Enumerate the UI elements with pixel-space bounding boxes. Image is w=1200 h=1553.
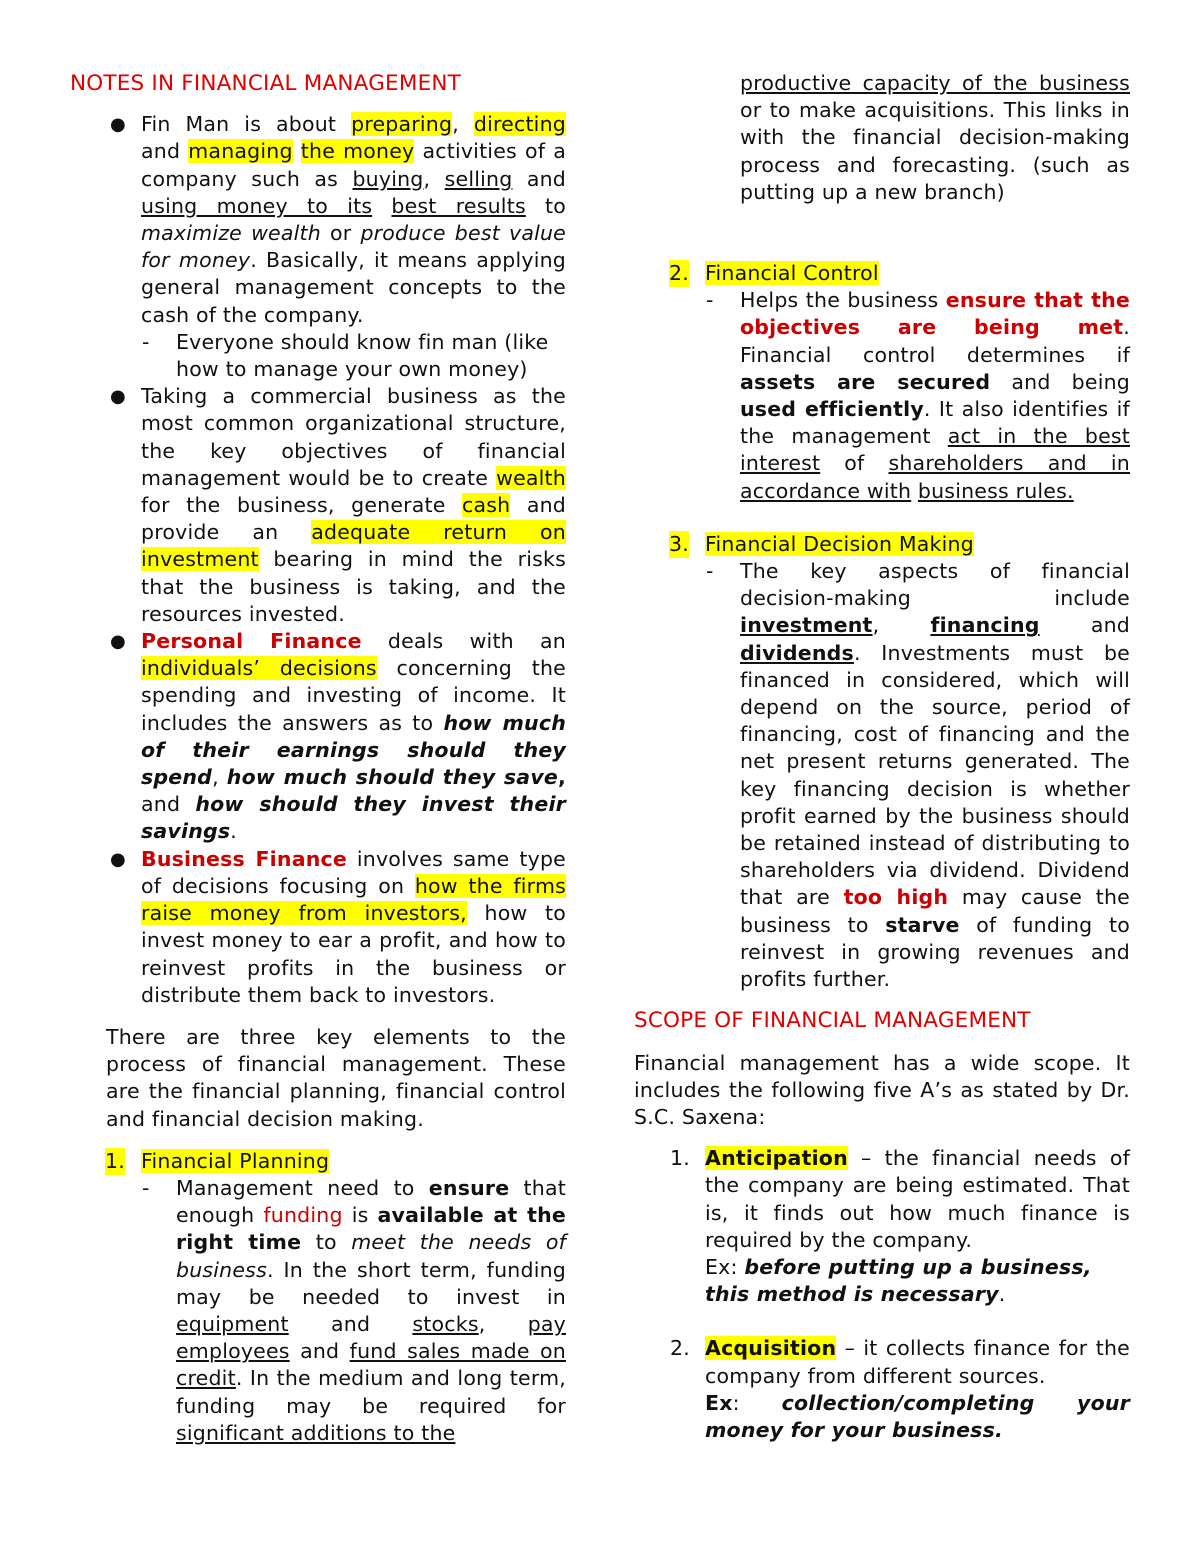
- bullet-icon: ●: [110, 386, 126, 408]
- scope-item-anticipation: 1. Anticipation – the financial needs of the company are being estimated. That is, it finds out how much finance is required by the company. Ex: before putting up a business, this method is necessary.: [634, 1145, 1130, 1308]
- dash-icon: -: [142, 1175, 150, 1200]
- bullet-icon: ●: [110, 114, 126, 136]
- dash-icon: -: [706, 559, 714, 584]
- scope-term: Acquisition: [705, 1336, 837, 1361]
- scope-item-acquisition: 2. Acquisition – it collects finance for the company from different sources. Ex: collection/completing your money for your business.: [634, 1335, 1130, 1444]
- scope-title: SCOPE OF FINANCIAL MANAGEMENT: [634, 1008, 1031, 1034]
- highlight: the money: [300, 139, 415, 164]
- dash-icon: -: [706, 288, 714, 313]
- item-financial-decision-making: 3. Financial Decision Making: [634, 531, 1130, 558]
- highlight: preparing: [351, 112, 453, 137]
- right-column: [634, 70, 1130, 1444]
- highlight: individuals’ decisions: [141, 656, 377, 681]
- bullet-objectives: ● Taking a commercial business as the most common organizational structure, the key objectives of financial management would be to create wealth for the business, generate cash and provide an adequate return on investment bearing in mind the risks that the business is taking, and the resources invested.: [110, 384, 566, 626]
- scope-intro: Financial management has a wide scope. It includes the following five A’s as stated by Dr. S.C. Saxena:: [634, 1050, 1130, 1129]
- left-column: [70, 70, 566, 1447]
- highlight: managing: [188, 139, 293, 164]
- bullet-business-finance: ● Business Finance involves same type of decisions focusing on how the firms raise money from investors, how to invest money to ear a profit, and how to reinvest profits in the business or distribute them back to investors.: [110, 846, 566, 1007]
- bullet-icon: ●: [110, 631, 126, 653]
- intro-paragraph: There are three key elements to the process of financial management. These are the financial planning, financial control and financial decision making.: [106, 1024, 566, 1131]
- scope-example: Ex: collection/completing your money for your business.: [705, 1390, 1130, 1442]
- highlight: adequate return on investment: [141, 520, 566, 572]
- item-financial-control: 2. Financial Control: [634, 260, 1130, 287]
- highlight: how the firms raise money from investors,: [141, 873, 566, 926]
- item-label: Financial Planning: [141, 1148, 330, 1173]
- item-label: Financial Decision Making: [705, 531, 974, 556]
- item-financial-planning: 1. Financial Planning: [70, 1148, 566, 1175]
- document-title: NOTES IN FINANCIAL MANAGEMENT: [70, 71, 461, 96]
- scope-term: Anticipation: [705, 1146, 848, 1171]
- planning-continuation: productive capacity of the business or to make acquisitions. This links in with the financial decision-making process and forecasting. (such as putting up a new branch): [740, 71, 1130, 204]
- bullet-personal-finance: ● Personal Finance deals with an individuals’ decisions concerning the spending and investing of income. It includes the answers as to how much of their earnings should they spend, how much should they save, and how should they invest their savings.: [110, 629, 566, 844]
- highlight: directing: [473, 112, 566, 137]
- highlight: wealth: [496, 465, 566, 490]
- bullet-fin-man: ● Fin Man is about preparing, directing and managing the money activities of a company such as buying, selling and using money to its best results to maximize wealth or produce best value for money. Basically, it means applying general management concepts to the cash of the company.: [110, 112, 567, 327]
- highlight: cash: [462, 493, 511, 518]
- scope-example: Ex: before putting up a business, this method is necessary.: [705, 1254, 1092, 1307]
- sub-item-planning: - Management need to ensure that enough funding is available at the right time to meet the needs of business. In the short term, funding may be needed to invest in equipment and stocks, pay employees and fund sales made on credit. In the medium and long term, funding may be required for significant additions to the: [142, 1175, 567, 1445]
- item-label: Financial Control: [705, 261, 879, 286]
- bullet-icon: ●: [110, 848, 126, 870]
- sub-item-decision: - The key aspects of financial decision-making include investment, financing and dividends. Investments must be financed in considered, which will depend on the source, period of financing, cost of financing and the net present returns generated. The key financing decision is whether profit earned by the business should be retained instead of distributing to shareholders via dividend. Dividend that are too high may cause the business to starve of funding to reinvest in growing revenues and profits further.: [706, 559, 1131, 992]
- sub-item-everyone: - Everyone should know fin man (like how to manage your own money): [142, 329, 549, 382]
- dash-icon: -: [142, 329, 150, 354]
- sub-item-control: - Helps the business ensure that the objectives are being met. Financial control determines if assets are secured and being used efficiently. It also identifies if the management act in the best interest of shareholders and in accordance with business rules.: [706, 288, 1131, 503]
